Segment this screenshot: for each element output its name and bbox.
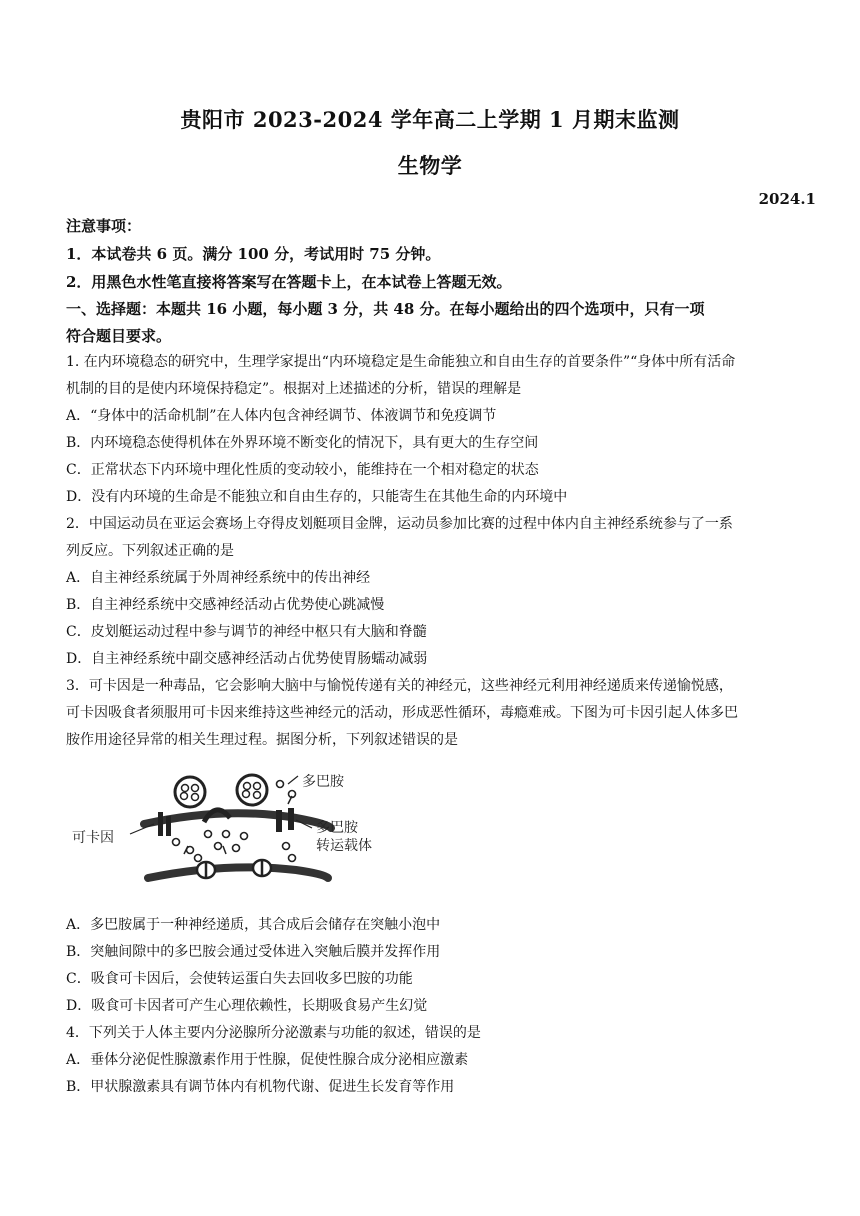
leader-line [288, 776, 298, 784]
cocaine-blocker [166, 816, 171, 836]
transporter-right [288, 808, 294, 830]
section-heading-line-1: 一、选择题：本题共 16 小题，每小题 3 分，共 48 分。在每小题给出的四个选项中，只有一项 [66, 300, 705, 318]
label-cocaine: 可卡因 [72, 830, 114, 846]
label-transporter-line-2: 转运载体 [316, 838, 372, 854]
q3-stem-line-1: 3．可卡因是一种毒品，它会影响大脑中与愉悦传递有关的神经元，这些神经元利用神经递质来传递愉悦感， [66, 678, 733, 694]
q3-option-d: D．吸食可卡因者可产生心理依赖性，长期吸食易产生幻觉 [66, 998, 428, 1014]
q2-option-b: B．自主神经系统中交感神经活动占优势使心跳减慢 [66, 597, 385, 613]
postsynaptic-membrane [148, 867, 328, 878]
exam-date: 2024.1 [758, 190, 816, 208]
q2-stem-line-2: 列反应。下列叙述正确的是 [66, 543, 234, 559]
q1-option-b: B．内环境稳态使得机体在外界环境不断变化的情况下，具有更大的生存空间 [66, 435, 539, 451]
q1-option-c: C．正常状态下内环境中理化性质的变动较小，能维持在一个相对稳定的状态 [66, 462, 539, 478]
q2-option-c: C．皮划艇运动过程中参与调节的神经中枢只有大脑和脊髓 [66, 624, 427, 640]
section-heading-line-2: 符合题目要求。 [66, 327, 172, 345]
synapse-diagram [66, 762, 396, 902]
notice-heading: 注意事项： [66, 217, 142, 235]
notice-item-2: 2．用黑色水性笔直接将答案写在答题卡上，在本试卷上答题无效。 [66, 273, 512, 291]
q4-stem-line-1: 4．下列关于人体主要内分泌腺所分泌激素与功能的叙述，错误的是 [66, 1025, 481, 1041]
exam-title: 贵阳市 2023-2024 学年高二上学期 1 月期末监测 [180, 107, 680, 132]
q2-option-a: A．自主神经系统属于外周神经系统中的传出神经 [66, 570, 371, 586]
q3-option-b: B．突触间隙中的多巴胺会通过受体进入突触后膜并发挥作用 [66, 944, 441, 960]
q2-option-d: D．自主神经系统中副交感神经活动占优势使胃肠蠕动减弱 [66, 651, 428, 667]
q3-option-a: A．多巴胺属于一种神经递质，其合成后会储存在突触小泡中 [66, 917, 441, 933]
notice-item-1: 1．本试卷共 6 页。满分 100 分，考试用时 75 分钟。 [66, 245, 441, 263]
receptor [197, 862, 215, 878]
receptor [253, 860, 271, 876]
q3-stem-line-3: 胺作用途径异常的相关生理过程。据图分析，下列叙述错误的是 [66, 732, 458, 748]
q3-stem-line-2: 可卡因吸食者须服用可卡因来维持这些神经元的活动，形成恶性循环，毒瘾难戒。下图为可卡因引起人体多巴 [66, 705, 738, 721]
label-dopamine: 多巴胺 [302, 774, 344, 790]
subject-title: 生物学 [397, 153, 463, 178]
q4-option-b: B．甲状腺激素具有调节体内有机物代谢、促进生长发育等作用 [66, 1079, 455, 1095]
presynaptic-membrane [144, 813, 331, 828]
label-transporter-line-1: 多巴胺 [316, 820, 358, 836]
q1-option-a: A．“身体中的活命机制”在人体内包含神经调节、体液调节和免疫调节 [66, 408, 497, 424]
q2-stem-line-1: 2．中国运动员在亚运会赛场上夺得皮划艇项目金牌，运动员参加比赛的过程中体内自主神经系统参与了一系 [66, 516, 733, 532]
cocaine-blocker [158, 812, 163, 836]
q1-stem-line-1: 1. 在内环境稳态的研究中，生理学家提出“内环境稳定是生命能独立和自由生存的首要条件”“身体中所有活命 [66, 354, 736, 370]
synaptic-vesicle [237, 775, 267, 805]
q1-stem-line-2: 机制的目的是使内环境保持稳定”。根据对上述描述的分析，错误的理解是 [66, 381, 522, 397]
synaptic-vesicle [175, 777, 205, 807]
q3-option-c: C．吸食可卡因后，会使转运蛋白失去回收多巴胺的功能 [66, 971, 413, 987]
q4-option-a: A．垂体分泌促性腺激素作用于性腺，促使性腺合成分泌相应激素 [66, 1052, 469, 1068]
transporter-left [276, 810, 282, 832]
q1-option-d: D．没有内环境的生命是不能独立和自由生存的，只能寄生在其他生命的内环境中 [66, 489, 568, 505]
